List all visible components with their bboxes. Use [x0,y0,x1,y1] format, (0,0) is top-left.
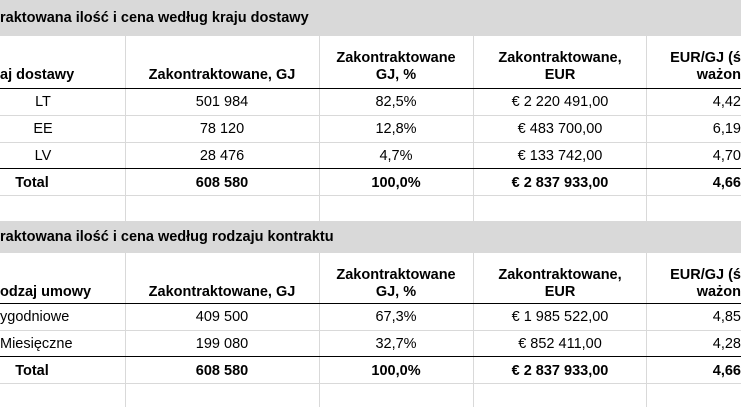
header-line: Zakontraktowane [336,267,456,283]
table1-header-gj-percent [320,40,472,84]
total-overline [0,356,741,357]
total-cell: 4,66 [712,175,741,191]
header-line: ważon [696,67,741,83]
table-cell: 4,42 [712,94,741,110]
total-cell: 608 580 [195,363,249,379]
total-cell: 608 580 [195,175,249,191]
table-cell: LT [35,94,51,110]
table1-title: raktowana ilość i cena według kraju dostawy [0,10,309,26]
table-cell: 82,5% [375,94,417,110]
table-cell: 4,28 [712,336,741,352]
table1-header-country: aj dostawy [0,67,75,83]
table-cell: 12,8% [375,121,417,137]
table-cell: 6,19 [712,121,741,137]
total-cell: 100,0% [371,175,421,191]
table2-title: raktowana ilość i cena według rodzaju kontraktu [0,229,334,245]
header-line: GJ, % [375,67,417,83]
grid-line [0,330,741,331]
table-cell: 4,70 [712,148,741,164]
header-underline [0,88,741,89]
table2-header-contract-type: odzaj umowy [0,284,92,300]
table2-header-eur-per-gj [647,257,741,301]
table-cell: € 852 411,00 [518,336,602,352]
header-line: ważon [696,284,741,300]
grid-line [0,115,741,116]
table-cell: 67,3% [375,309,417,325]
table1-header-eur [474,40,646,84]
grid-line [0,383,741,384]
header-line: Zakontraktowane, [498,50,622,66]
table-cell: 4,7% [379,148,413,164]
table-cell: € 483 700,00 [517,121,603,137]
total-cell: 100,0% [371,363,421,379]
total-cell: € 2 837 933,00 [511,363,609,379]
table-cell: EE [33,121,53,137]
total-label: Total [15,175,49,191]
table2-header-gj: Zakontraktowane, GJ [148,284,296,300]
table1-header-gj: Zakontraktowane, GJ [148,67,296,83]
table2-header-gj-percent [320,257,472,301]
header-line: Zakontraktowane [336,50,456,66]
table-cell: 199 080 [195,336,249,352]
table-cell: 28 476 [199,148,245,164]
grid-line [0,142,741,143]
header-line: EUR [544,67,576,83]
table-cell: € 2 220 491,00 [511,94,609,110]
header-line: EUR [544,284,576,300]
table-cell: 32,7% [375,336,417,352]
total-cell: € 2 837 933,00 [511,175,609,191]
table-cell: € 133 742,00 [517,148,603,164]
table-cell: 409 500 [195,309,249,325]
header-line: EUR/GJ (ś [670,267,741,283]
header-line: Zakontraktowane, [498,267,622,283]
total-overline [0,168,741,169]
header-line: EUR/GJ (ś [670,50,741,66]
grid-line [0,195,741,196]
total-cell: 4,66 [712,363,741,379]
header-line: GJ, % [375,284,417,300]
table-cell: LV [34,148,52,164]
table-cell: € 1 985 522,00 [511,309,609,325]
table-cell: ygodniowe [0,309,70,325]
header-underline [0,303,741,304]
table1-header-eur-per-gj [647,40,741,84]
table-cell: 501 984 [195,94,249,110]
table-cell: 78 120 [199,121,245,137]
table-cell: 4,85 [712,309,741,325]
table2-header-eur [474,257,646,301]
total-label: Total [15,363,49,379]
table-cell: Miesięczne [0,336,73,352]
